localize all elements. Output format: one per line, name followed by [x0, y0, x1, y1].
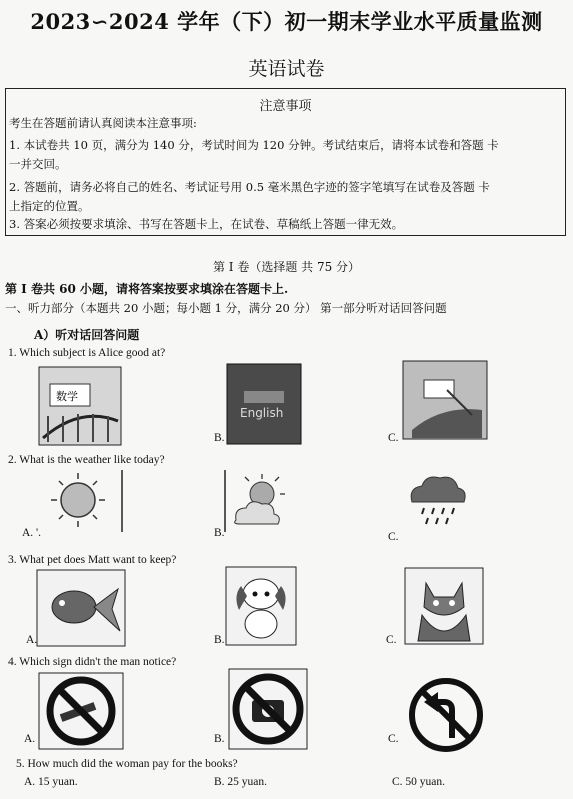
q5-option-b: B. 25 yuan. [214, 776, 268, 788]
q2-option-c-label: C. [388, 531, 399, 543]
part-instruction: 第 I 卷共 60 小题，请将答案按要求填涂在答题卡上. [5, 282, 289, 296]
q5-option-a: A. 15 yuan. [24, 776, 78, 788]
q5-option-c: C. 50 yuan. [392, 776, 446, 788]
notice-item-2b: 上指定的位置。 [9, 199, 90, 213]
english-book-icon [226, 363, 302, 445]
sun-cloud-icon [224, 470, 292, 532]
no-left-turn-icon [406, 674, 486, 756]
question-1: 1. Which subject is Alice good at? [8, 347, 166, 359]
no-smoking-icon [38, 672, 124, 750]
question-2: 2. What is the weather like today? [8, 454, 165, 466]
question-5: 5. How much did the woman pay for the books? [16, 758, 238, 770]
notice-item-2a: 2. 答题前，请务必将自己的姓名、考试证号用 0.5 毫米黑色字迹的签字笔填写在试卷及答题 卡 [9, 180, 490, 194]
cat-icon [404, 567, 484, 645]
exam-subtitle: 英语试卷 [248, 58, 325, 80]
svg-text:English: English [240, 406, 284, 420]
q3-option-b-label: B. [214, 634, 225, 646]
q1-option-b-label: B. [214, 432, 225, 444]
q1-option-c-label: C. [388, 432, 399, 444]
chinese-book-icon [402, 360, 488, 440]
subsection-a: A）听对话回答问题 [34, 328, 140, 342]
notice-heading: 注意事项 [259, 99, 312, 114]
q4-option-b-label: B. [214, 733, 225, 745]
q4-option-c-label: C. [388, 733, 399, 745]
q2-option-a-label: A. '. [22, 527, 42, 539]
svg-text:数学: 数学 [56, 390, 78, 403]
rain-cloud-icon [404, 470, 468, 528]
notice-box [5, 88, 566, 236]
q3-option-a-label: A. [26, 634, 38, 646]
notice-item-3: 3. 答案必须按要求填涂、书写在答题卡上，在试卷、草稿纸上答题一律无效。 [9, 217, 404, 231]
notice-item-1b: 一并交回。 [9, 157, 67, 171]
question-4: 4. Which sign didn't the man notice? [8, 656, 177, 668]
puppy-icon [225, 566, 297, 646]
exam-title: 2023∽2024 学年（下）初一期末学业水平质量监测 [30, 9, 543, 34]
listening-instruction: 一、听力部分（本题共 20 小题；每小题 1 分，满分 20 分） 第一部分听对话回答问题 [5, 301, 447, 315]
math-book-icon [38, 366, 122, 446]
q2-option-b-label: B. [214, 527, 225, 539]
question-3: 3. What pet does Matt want to keep? [8, 554, 177, 566]
no-photo-icon [228, 668, 308, 750]
notice-intro: 考生在答题前请认真阅读本注意事项: [9, 116, 197, 130]
sun-icon [42, 470, 126, 532]
part-title: 第 I 卷（选择题 共 75 分） [212, 260, 361, 274]
q3-option-c-label: C. [386, 634, 397, 646]
goldfish-icon [36, 569, 126, 647]
q4-option-a-label: A. [24, 733, 36, 745]
notice-item-1a: 1. 本试卷共 10 页，满分为 140 分，考试时间为 120 分钟。考试结束后，请将本试卷和答题 卡 [9, 138, 499, 152]
